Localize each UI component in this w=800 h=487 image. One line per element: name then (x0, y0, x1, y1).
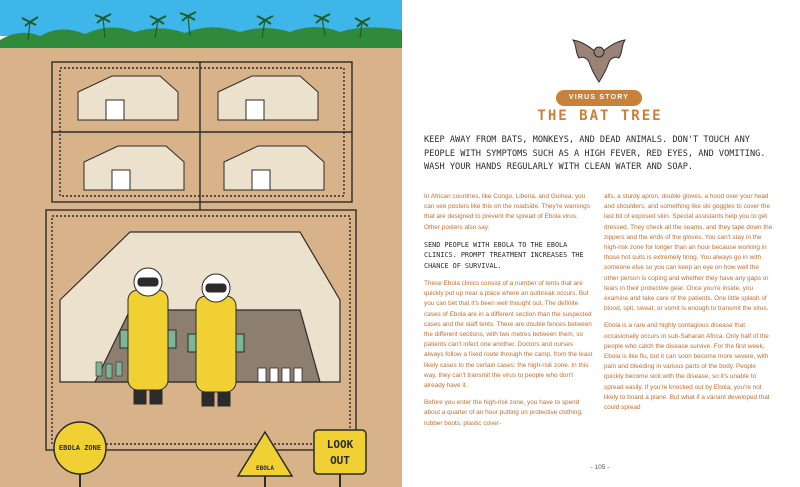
left-paragraph-3: Before you enter the high-risk zone, you have to spend about a quarter of an hour putting on protective clothing: rubber boots, plastic cover- (424, 399, 583, 427)
right-paragraph-1: alls, a sturdy apron, double gloves, a hood over your head and shoulders, and something like ski goggles to cover the last bit of exposed skin. Special assistants help you to get dressed. They check all the seams, and they tape down the zippers and the ends of the gloves. You can't stay in the high-risk zone for longer than an hour because working in those hot suits is extremely tiring. You always go in with someone else so you can keep an eye on how well the other person is coping and whether they have any gaps or tears in their protective gear. Once you're inside, you examine and take care of the patients. One little splash of blood, spit, sweat, or vomit is enough to transmit the virus. (604, 193, 773, 313)
left-paragraph-2: These Ebola clinics consist of a number of tents that are quickly put up near a place where an outbreak occurs. But you can bet that it's been well thought out. The definite cases of Ebola are in a different section than the suspected cases and the staff tents. There are double fences between the different sections, with two metres between them, so patients can't infect one another. Doctors and nurses always follow a fixed route through the camp, from the least likely cases to the certain cases: the high-risk zone. In this way, they can't transmit the virus to people who don't already have it. (424, 280, 593, 390)
look-out-sign-line2: OUT (330, 454, 350, 467)
page-number: - 105 - (590, 464, 610, 471)
look-out-sign-line1: LOOK (326, 438, 354, 451)
page-title: THE BAT TREE (537, 108, 663, 124)
triangle-sign-text: EBOLA (255, 465, 275, 472)
callout-quote: SEND PEOPLE WITH EBOLA TO THE EBOLA CLINICS. PROMPT TREATMENT INCREASES THE CHANCE OF SURVIVAL. (424, 240, 584, 270)
right-paragraph-2: Ebola is a rare and highly contagious disease that occasionally occurs in sub-Saharan Africa. Only half of the people who catch the disease survive. For the first week, Ebola is like flu, but it can soon become more severe, with pain and bleeding in various parts of the body. People quickly become sick with the disease, so it's unable to spread easily. If you're knocked out by Ebola, you're not likely to board a plane. But what if a variant developed that could spread (604, 322, 770, 412)
lead-paragraph: KEEP AWAY FROM BATS, MONKEYS, AND DEAD ANIMALS. DON'T TOUCH ANY PEOPLE WITH SYMPTOMS SUCH AS A HIGH FEVER, RED EYES, AND VOMITING. WASH YOUR HANDS REGULARLY WITH CLEAN WATER AND SOAP. (424, 135, 766, 172)
left-paragraph-1: In African countries, like Congo, Liberia, and Guinea, you can see posters like this on the roadside. They're warnings that are designed to prevent the spread of Ebola virus. Other posters also say: (424, 193, 590, 231)
right-column (604, 192, 774, 420)
left-column (424, 192, 594, 436)
ebola-zone-sign-text: EBOLA ZONE (58, 444, 102, 452)
section-badge: VIRUS STORY (556, 90, 642, 106)
bat-icon (563, 32, 635, 92)
glove-row (96, 362, 122, 378)
